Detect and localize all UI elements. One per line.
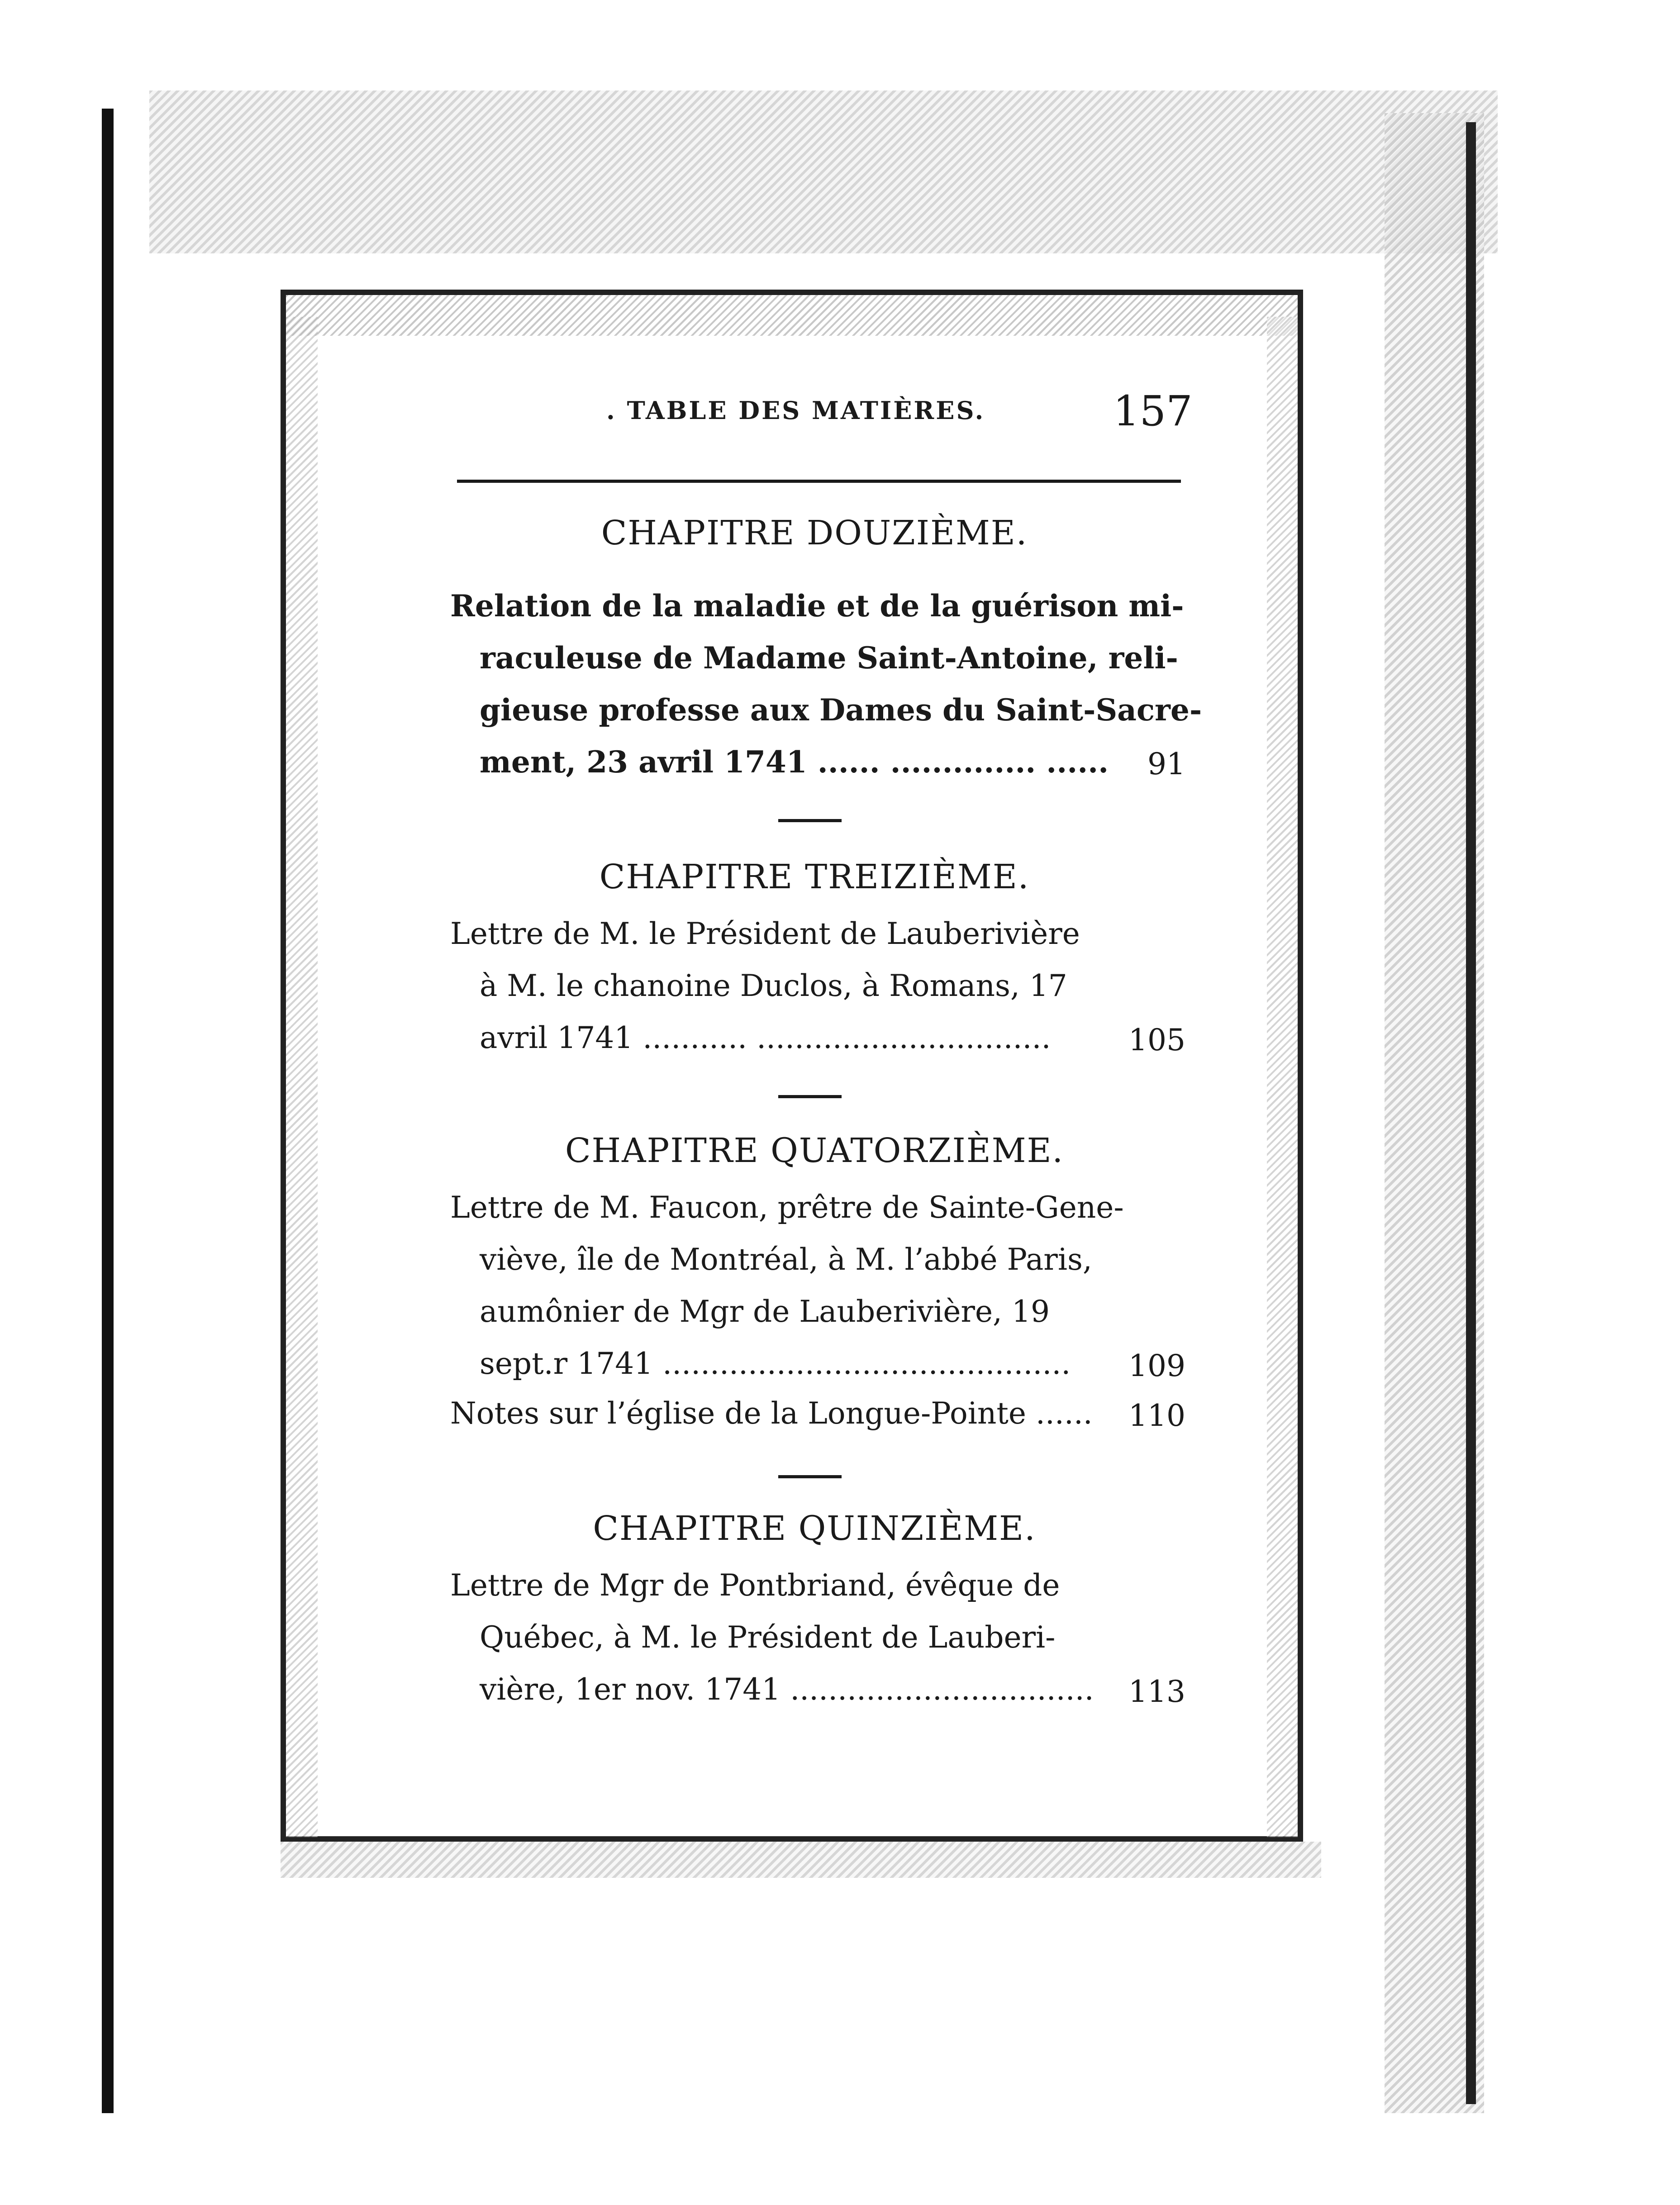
chapter-separator (778, 1095, 842, 1098)
entry-line: Relation de la maladie et de la guérison mi- (450, 588, 1184, 624)
entry-line: ment, 23 avril 1741 ...... .............. ...... (480, 744, 1109, 780)
scan-shadow-top (149, 90, 1498, 253)
header-rule (457, 480, 1181, 483)
entry-line: Québec, à M. le Président de Lauberi- (480, 1620, 1056, 1655)
entry-line: vière, 1er nov. 1741 ................................ (480, 1672, 1094, 1707)
entry-line: viève, île de Montréal, à M. l’abbé Paris, (480, 1242, 1092, 1277)
frame-hatch-left (286, 317, 318, 1837)
book-spine-edge (102, 109, 114, 2113)
entry-line: Lettre de M. le Président de Lauberivière (450, 916, 1080, 951)
page-number: 157 (1113, 387, 1193, 435)
entry-line: Lettre de Mgr de Pontbriand, évêque de (450, 1568, 1060, 1603)
scan-shadow-bottom (281, 1842, 1321, 1878)
entry-line: sept.r 1741 ........................................... (480, 1346, 1071, 1381)
entry-line: à M. le chanoine Duclos, à Romans, 17 (480, 968, 1067, 1003)
chapter-separator (778, 1475, 842, 1478)
entry-line: raculeuse de Madame Saint-Antoine, reli- (480, 640, 1178, 676)
entry-line: Lettre de M. Faucon, prêtre de Sainte-Gene- (450, 1190, 1124, 1225)
running-title: . TABLE DES MATIÈRES. (606, 396, 985, 425)
chapter-title-15: CHAPITRE QUINZIÈME. (593, 1509, 1036, 1548)
entry-page-number: 105 (1128, 1023, 1185, 1057)
entry-page-number: 91 (1147, 747, 1185, 781)
chapter-title-14: CHAPITRE QUATORZIÈME. (565, 1131, 1064, 1170)
frame-hatch-right (1267, 317, 1298, 1837)
chapter-separator (778, 819, 842, 822)
chapter-title-13: CHAPITRE TREIZIÈME. (599, 857, 1030, 896)
entry-line: aumônier de Mgr de Lauberivière, 19 (480, 1294, 1050, 1329)
entry-line: avril 1741 ........... ............................... (480, 1020, 1051, 1055)
chapter-title-12: CHAPITRE DOUZIÈME. (601, 514, 1028, 552)
entry-line: gieuse professe aux Dames du Saint-Sacre- (480, 692, 1202, 728)
entry-page-number: 113 (1128, 1674, 1185, 1709)
entry-line: Notes sur l’église de la Longue-Pointe ...... (450, 1396, 1093, 1431)
entry-page-number: 110 (1128, 1398, 1185, 1433)
entry-page-number: 109 (1128, 1348, 1185, 1383)
frame-hatch-top (286, 295, 1298, 336)
book-right-edge (1466, 122, 1476, 2104)
